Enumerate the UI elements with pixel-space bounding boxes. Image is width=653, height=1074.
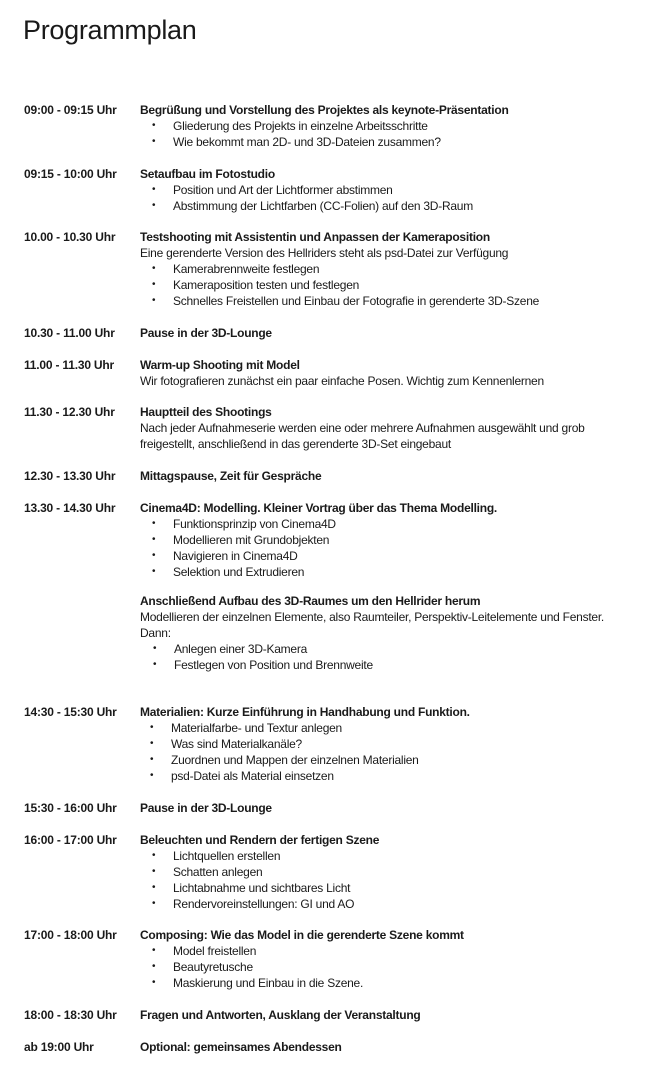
entry-content [140,325,650,341]
list-item-text: Abstimmung der Lichtfarben (CC-Folien) auf den 3D-Raum [173,199,473,213]
time-slot: 10.30 - 11.00 Uhr [24,326,115,340]
bullet-list [140,943,650,991]
list-item [138,768,650,784]
bullet-icon: • [152,200,156,211]
list-item-text: Gliederung des Projekts in einzelne Arbeitsschritte [173,119,428,133]
bullet-list [138,720,650,784]
list-item [138,752,650,768]
entry-content [140,102,650,150]
entry-heading: Optional: gemeinsames Abendessen [140,1040,342,1054]
bullet-icon: • [152,961,156,972]
list-item-text: Was sind Materialkanäle? [171,737,302,751]
subsection-description-line: Modellieren der einzelnen Elemente, also Raumteiler, Perspektiv-Leitelemente und Fenster. [140,610,605,624]
bullet-icon: • [153,659,157,670]
entry-content [140,927,650,991]
list-item [140,198,650,214]
list-item [140,564,650,580]
bullet-icon: • [152,534,156,545]
time-slot: 13.30 - 14.30 Uhr [24,501,116,515]
bullet-icon: • [152,518,156,529]
entry-content [140,500,650,673]
entry-content [140,357,650,389]
entry-content [140,166,650,214]
list-item [140,293,650,309]
list-item [140,548,650,564]
entry-content [140,832,650,912]
bullet-icon: • [150,722,154,733]
entry-content [140,468,650,484]
list-item [140,261,650,277]
list-item-text: Materialfarbe- und Textur anlegen [171,721,342,735]
list-item-text: Position und Art der Lichtformer abstimmen [173,183,393,197]
time-slot: 10.00 - 10.30 Uhr [24,230,116,244]
list-item [140,182,650,198]
list-item-text: Model freistellen [173,944,257,958]
time-slot: 18:00 - 18:30 Uhr [24,1008,117,1022]
bullet-icon: • [152,263,156,274]
list-item-text: Selektion und Extrudieren [173,565,305,579]
bullet-icon: • [152,120,156,131]
entry-heading: Setaufbau im Fotostudio [140,167,275,181]
bullet-icon: • [152,977,156,988]
bullet-list [140,516,650,580]
list-item-text: Schnelles Freistellen und Einbau der Fotografie in gerenderte 3D-Szene [173,294,540,308]
list-item [140,118,650,134]
entry-heading: Fragen und Antworten, Ausklang der Veranstaltung [140,1008,421,1022]
bullet-icon: • [152,882,156,893]
bullet-icon: • [150,754,154,765]
time-slot: ab 19:00 Uhr [24,1040,94,1054]
list-item [140,896,650,912]
list-item [138,720,650,736]
list-item-text: Wie bekommt man 2D- und 3D-Dateien zusammen? [173,135,441,149]
entry-heading: Hauptteil des Shootings [140,405,272,419]
list-item-text: Schatten anlegen [173,865,263,879]
bullet-list [140,261,650,309]
list-item [140,864,650,880]
bullet-list [141,641,650,673]
list-item-text: Rendervoreinstellungen: GI und AO [173,897,355,911]
list-item [140,975,650,991]
bullet-icon: • [152,136,156,147]
list-item-text: Festlegen von Position und Brennweite [174,658,373,672]
entry-description-line: freigestellt, anschließend in das gerenderte 3D-Set eingebaut [140,437,451,451]
entry-content [140,1039,650,1055]
entry-content [140,1007,650,1023]
list-item [140,880,650,896]
bullet-icon: • [152,898,156,909]
time-slot: 12.30 - 13.30 Uhr [24,469,116,483]
time-slot: 15:30 - 16:00 Uhr [24,801,117,815]
bullet-icon: • [150,770,154,781]
bullet-icon: • [152,550,156,561]
list-item-text: Zuordnen und Mappen der einzelnen Materialien [171,753,419,767]
bullet-list [140,118,650,150]
entry-heading: Warm-up Shooting mit Model [140,358,300,372]
list-item-text: Lichtquellen erstellen [173,849,281,863]
list-item [140,532,650,548]
list-item [140,959,650,975]
bullet-icon: • [150,738,154,749]
bullet-list [140,182,650,214]
time-slot: 09:00 - 09:15 Uhr [24,103,117,117]
entry-description: Wir fotografieren zunächst ein paar einfache Posen. Wichtig zum Kennenlernen [140,374,544,388]
entry-content [140,800,650,816]
bullet-icon: • [153,643,157,654]
list-item-text: psd-Datei als Material einsetzen [171,769,334,783]
bullet-list [140,848,650,912]
entry-heading: Composing: Wie das Model in die gerenderte Szene kommt [140,928,464,942]
list-item-text: Kamerabrennweite festlegen [173,262,320,276]
entry-heading: Materialien: Kurze Einführung in Handhabung und Funktion. [140,705,470,719]
bullet-icon: • [152,279,156,290]
entry-heading: Begrüßung und Vorstellung des Projektes als keynote-Präsentation [140,103,509,117]
bullet-icon: • [152,850,156,861]
list-item [141,657,650,673]
entry-heading: Pause in der 3D-Lounge [140,801,272,815]
page-title: Programmplan [23,15,197,45]
list-item [140,943,650,959]
time-slot: 09:15 - 10:00 Uhr [24,167,117,181]
list-item [140,516,650,532]
list-item-text: Anlegen einer 3D-Kamera [174,642,307,656]
subsection-heading: Anschließend Aufbau des 3D-Raumes um den Hellrider herum [140,594,481,608]
list-item [138,736,650,752]
subsection-description-line: Dann: [140,626,171,640]
entry-heading: Pause in der 3D-Lounge [140,326,272,340]
bullet-icon: • [152,295,156,306]
list-item-text: Lichtabnahme und sichtbares Licht [173,881,351,895]
bullet-icon: • [152,184,156,195]
time-slot: 11.00 - 11.30 Uhr [24,358,114,372]
list-item-text: Maskierung und Einbau in die Szene. [173,976,364,990]
list-item [140,848,650,864]
entry-description: Eine gerenderte Version des Hellriders steht als psd-Datei zur Verfügung [140,246,509,260]
bullet-icon: • [152,866,156,877]
bullet-icon: • [152,945,156,956]
entry-heading: Cinema4D: Modelling. Kleiner Vortrag über das Thema Modelling. [140,501,497,515]
entry-content [140,704,650,784]
list-item-text: Navigieren in Cinema4D [173,549,298,563]
list-item-text: Beautyretusche [173,960,253,974]
list-item-text: Kameraposition testen und festlegen [173,278,360,292]
entry-description-line: Nach jeder Aufnahmeserie werden eine oder mehrere Aufnahmen ausgewählt und grob [140,421,585,435]
list-item [140,277,650,293]
entry-heading: Mittagspause, Zeit für Gespräche [140,469,322,483]
time-slot: 11.30 - 12.30 Uhr [24,405,115,419]
entry-content [140,404,650,452]
time-slot: 17:00 - 18:00 Uhr [24,928,117,942]
entry-heading: Beleuchten und Rendern der fertigen Szene [140,833,380,847]
bullet-icon: • [152,566,156,577]
list-item-text: Modellieren mit Grundobjekten [173,533,330,547]
entry-content [140,229,650,309]
time-slot: 14:30 - 15:30 Uhr [24,705,117,719]
list-item [141,641,650,657]
list-item [140,134,650,150]
entry-heading: Testshooting mit Assistentin und Anpassen der Kameraposition [140,230,490,244]
list-item-text: Funktionsprinzip von Cinema4D [173,517,336,531]
time-slot: 16:00 - 17:00 Uhr [24,833,117,847]
